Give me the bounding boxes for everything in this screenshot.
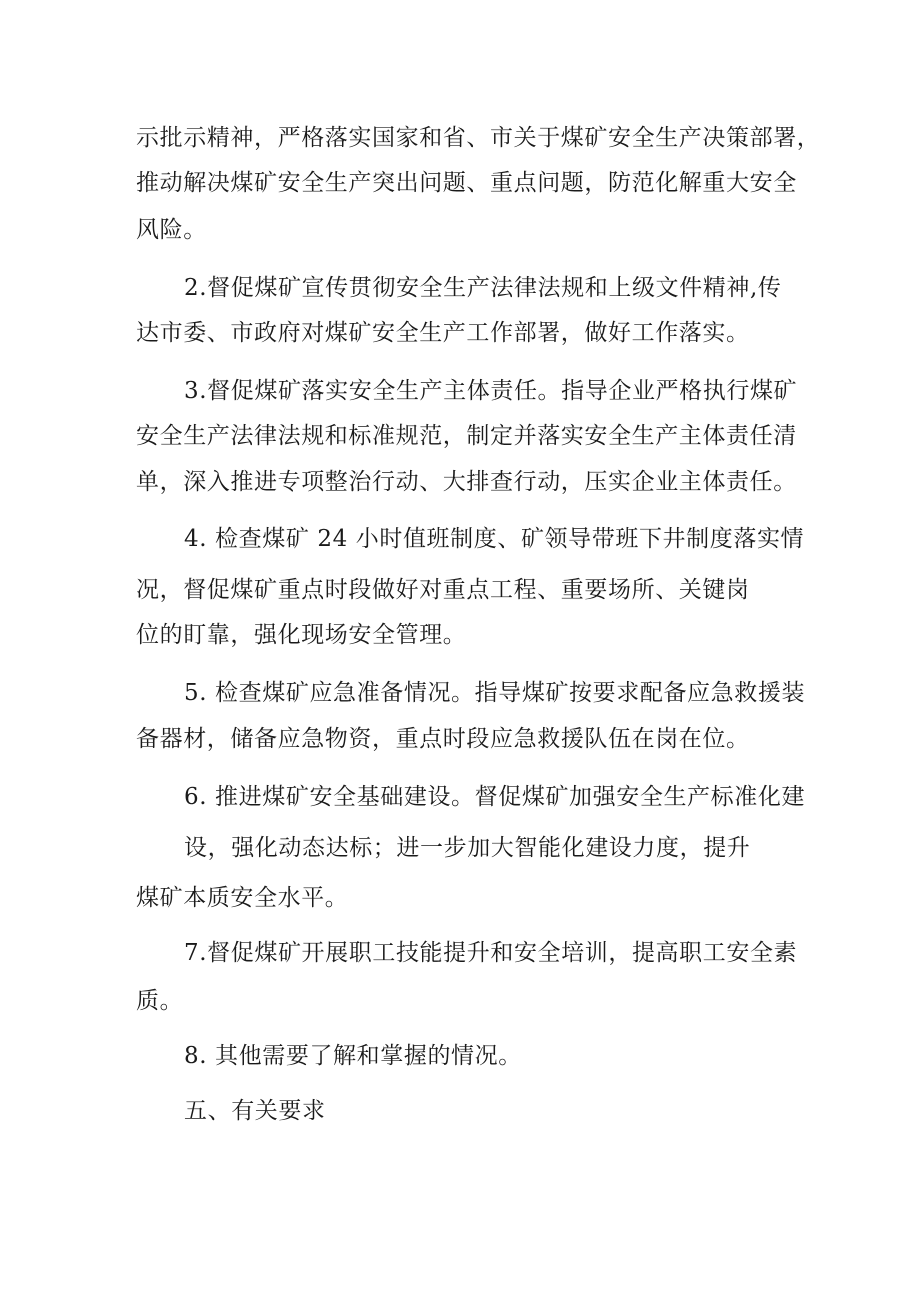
list-item-6: 6. 推进煤矿安全基础建设。督促煤矿加强安全生产标准化建 bbox=[184, 784, 806, 810]
list-item-5: 5. 检查煤矿应急准备情况。指导煤矿按要求配备应急救援装 bbox=[184, 680, 806, 706]
text-line: 备器材，储备应急物资，重点时段应急救援队伍在岗在位。 bbox=[136, 726, 750, 752]
text-line: 煤矿本质安全水平。 bbox=[136, 885, 349, 911]
list-item-4: 4. 检查煤矿 24 小时值班制度、矿领导带班下井制度落实情 bbox=[184, 526, 805, 552]
section-heading: 五、有关要求 bbox=[184, 1098, 326, 1124]
text-line: 设，强化动态达标；进一步加大智能化建设力度，提升 bbox=[184, 835, 751, 861]
list-item-7: 7.督促煤矿开展职工技能提升和安全培训，提高职工安全素 bbox=[184, 940, 798, 966]
text-line: 单，深入推进专项整治行动、大排查行动，压实企业主体责任。 bbox=[136, 469, 797, 495]
text-line: 位的盯靠，强化现场安全管理。 bbox=[136, 622, 467, 648]
text-line: 达市委、市政府对煤矿安全生产工作部署，做好工作落实。 bbox=[136, 320, 750, 346]
text-line: 推动解决煤矿安全生产突出问题、重点问题，防范化解重大安全 bbox=[136, 170, 797, 196]
list-item-8: 8. 其他需要了解和掌握的情况。 bbox=[184, 1043, 522, 1069]
text-line: 质。 bbox=[136, 988, 184, 1014]
list-item-3: 3.督促煤矿落实安全生产主体责任。指导企业严格执行煤矿 bbox=[184, 378, 798, 404]
text-line: 安全生产法律法规和标准规范，制定并落实安全生产主体责任清 bbox=[136, 423, 797, 449]
list-item-2: 2.督促煤矿宣传贯彻安全生产法律法规和上级文件精神,传 bbox=[184, 275, 782, 301]
text-line: 况，督促煤矿重点时段做好对重点工程、重要场所、关键岗 bbox=[136, 577, 750, 603]
text-line: 风险。 bbox=[136, 217, 207, 243]
text-line: 示批示精神，严格落实国家和省、市关于煤矿安全生产决策部署， bbox=[136, 125, 821, 151]
